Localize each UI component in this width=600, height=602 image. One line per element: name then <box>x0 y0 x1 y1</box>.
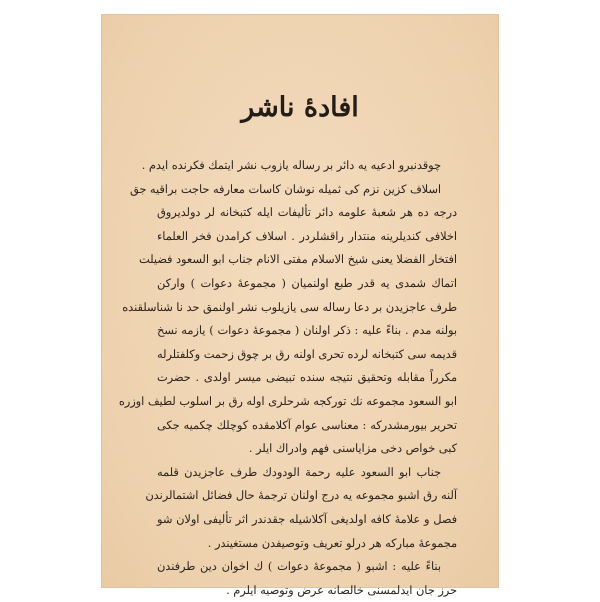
text-line: فصل و علامۀ كافه اولدیغی آكلاشیله جقدندر اثر تألیفی اولان شو <box>157 512 457 526</box>
text-line: درجه ده هر شعبۀ علومه دائر تألیفات ایله كتبخانه لر دولدیروق <box>157 206 457 220</box>
text-line: افتخار الفضلا یعنی شیخ الاسلام مفتی الانام جناب ابو السعود فضیلت <box>138 253 457 267</box>
text-line: ابو السعود مجموعه نك توركجه شرحلری اوله رق بر اسلوب لطیف اوزره <box>118 394 457 408</box>
text-line: اخلافی كندیلرینه منتدار راقشلردر . اسلاف كرامدن فخر العلماء <box>157 229 457 243</box>
text-line: طرف عاجزیدن بر دعا رساله سی یازیلوب نشر اولنمق حد نا شناسلقنده <box>122 300 457 314</box>
text-line: مكرراً مقابله وتحقیق نتیجه سنده تبیضی میسر اولدی . حضرت <box>157 371 457 385</box>
text-line: كبی خواص دخی مزایاسنی فهم وادراك ایلر . <box>248 442 457 456</box>
text-line: قدیمه سی كتبخانه لرده تحری اولنه رق بر چوق زحمت وكلفتلرله <box>156 347 457 361</box>
text-line: تحریر بیورمشدرکه : معناسی عوام آكلامقده كوچلك چكمیه جكی <box>157 418 457 432</box>
text-line: بولنه مدم . بناءً علیه : ذكر اولنان ( مجموعۀ دعوات ) یازمه نسخ <box>157 324 457 338</box>
page-title: افادۀ ناشر <box>241 92 359 123</box>
preface-text <box>118 154 457 602</box>
text-line: چوقدنبرو ادعیه یه دائر بر رساله یازوب نشر ایتمك فكرنده ایدم . <box>141 159 441 172</box>
document-page <box>101 14 499 597</box>
text-line: اسلاف كزین نزم كی ثمیله نوشان كاسات معارفه حاجت براقیه جق <box>129 182 441 196</box>
text-line: اتماك شمدی یه قدر طبع اولنمیان ( مجموعۀ دعوات ) واركن <box>157 276 457 290</box>
text-line: جناب ابو السعود علیه رحمة الودودك طرف عاجزیدن قلمه <box>157 465 441 479</box>
text-line: آلنه رق اشبو مجموعه یه درج اولنان ترجمۀ حال فضائل اشتمالرندن <box>145 489 457 503</box>
text-line: حرز جان ایدلمسنی خالصانه عرض وتوصیه ایلرم . <box>226 583 457 597</box>
text-line: مجموعۀ مباركه هر درلو تعریف وتوصیفدن مستغیندر . <box>207 536 457 550</box>
text-line: بناءً علیه : اشبو ( مجموعۀ دعوات ) ك اخوان دین طرفندن <box>157 560 441 574</box>
